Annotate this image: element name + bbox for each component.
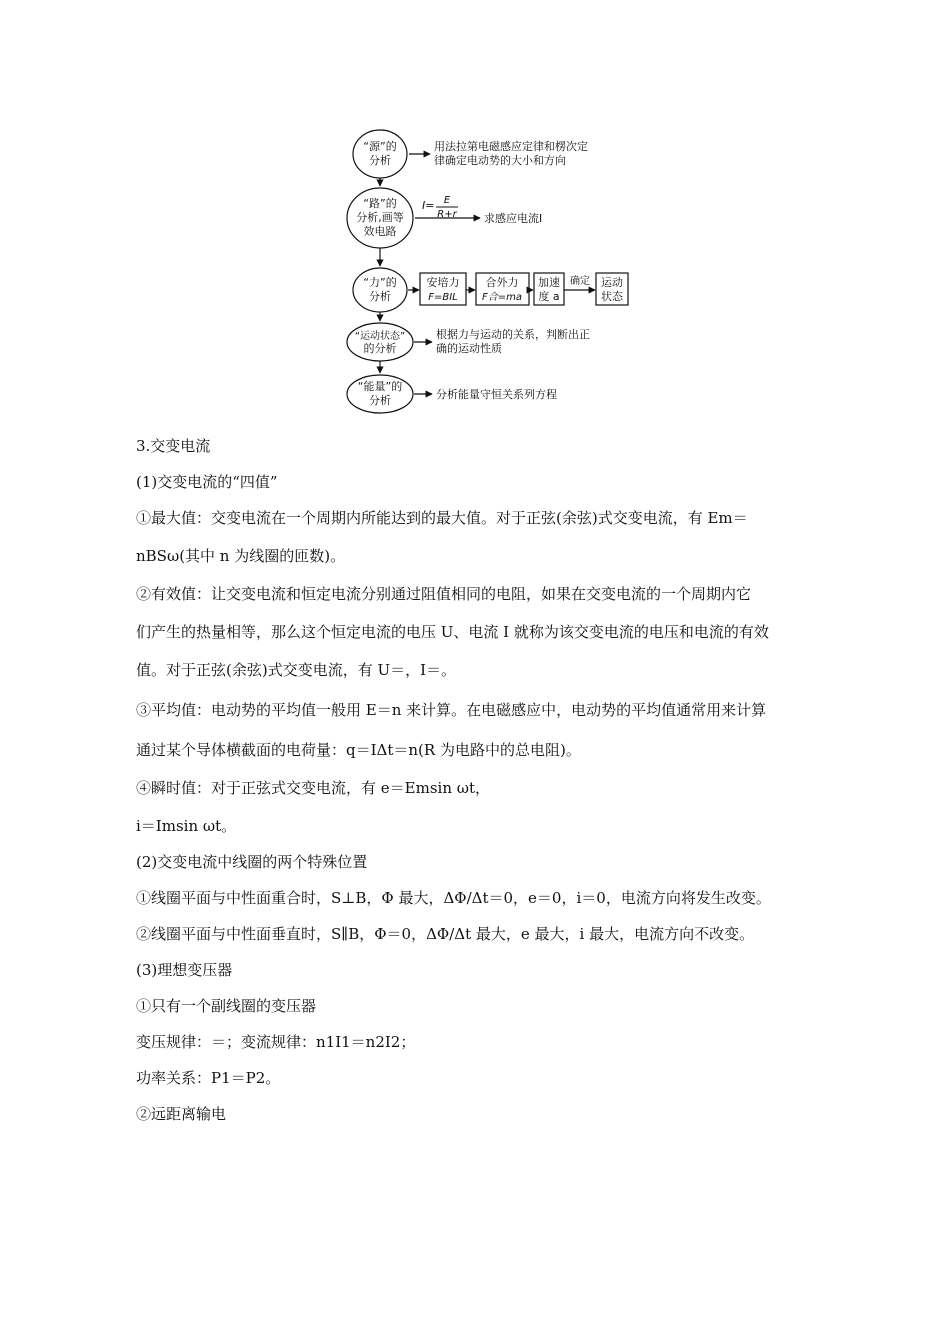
body-text: ①最大值：交变电流在一个周期内所能达到的最大值。对于正弦(余弦)式交变电流，有 Em＝ xyxy=(136,509,748,527)
box-text: 状态 xyxy=(601,290,623,303)
subheading: (1)交变电流的“四值” xyxy=(136,473,278,491)
body-text: 通过某个导体横截面的电荷量：q＝IΔt＝n(R 为电路中的总电阻)。 xyxy=(136,741,581,759)
node-text: 效电路 xyxy=(363,225,397,238)
body-text: 值。对于正弦(余弦)式交变电流，有 U＝，I＝。 xyxy=(136,661,457,679)
node-desc: 用法拉第电磁感应定律和楞次定 xyxy=(434,140,588,153)
node-text: “路”的 xyxy=(363,197,397,210)
node-desc: 分析能量守恒关系列方程 xyxy=(436,388,557,401)
box-text: 合外力 xyxy=(485,276,519,289)
body-text: ①线圈平面与中性面重合时，S⊥B，Φ 最大，ΔΦ/Δt＝0，e＝0，i＝0，电流方向将发生改变。 xyxy=(136,889,771,907)
node-text: “源”的 xyxy=(363,140,397,153)
node-text: “能量”的 xyxy=(357,380,403,393)
body-text: ②线圈平面与中性面垂直时，S∥B，Φ＝0，ΔΦ/Δt 最大，e 最大，i 最大，电流方向不改变。 xyxy=(136,925,755,943)
body-text: nBSω(其中 n 为线圈的匝数)。 xyxy=(136,547,346,565)
box-text: F合=ma xyxy=(482,292,522,303)
body-text: ②有效值：让交变电流和恒定电流分别通过阻值相同的电阻，如果在交变电流的一个周期内它 xyxy=(136,585,752,603)
flow-diagram xyxy=(330,120,640,420)
box-text: 加速 xyxy=(538,276,560,289)
node-text: “运动状态” xyxy=(354,331,406,342)
node-text: 分析 xyxy=(369,394,391,407)
node-desc: 求感应电流I xyxy=(484,212,543,225)
node-text: 分析 xyxy=(369,290,391,303)
box-text: F=BIL xyxy=(428,292,458,303)
section-heading: 3.交变电流 xyxy=(136,437,211,455)
box-text: 安培力 xyxy=(426,276,460,289)
subheading: (3)理想变压器 xyxy=(136,961,233,979)
node-text: 分析,画等 xyxy=(356,211,404,224)
body-text: 们产生的热量相等，那么这个恒定电流的电压 U、电流 I 就称为该交变电流的电压和电流的有效 xyxy=(136,623,769,641)
formula-num: E xyxy=(443,195,451,206)
body-text: ④瞬时值：对于正弦式交变电流，有 e＝Emsin ωt， xyxy=(136,779,491,797)
node-desc: 律确定电动势的大小和方向 xyxy=(434,154,566,167)
body-text: ②远距离输电 xyxy=(136,1105,227,1123)
body-text: ③平均值：电动势的平均值一般用 E＝n 来计算。在电磁感应中，电动势的平均值通常用来计算 xyxy=(136,701,767,719)
body-text: i＝Imsin ωt。 xyxy=(136,817,237,835)
node-text: 的分析 xyxy=(363,342,397,355)
arrow-label: 确定 xyxy=(570,276,590,287)
node-desc: 确的运动性质 xyxy=(436,342,502,355)
node-desc: 根据力与运动的关系，判断出正 xyxy=(436,328,590,341)
node-text: “力”的 xyxy=(363,276,397,289)
body-text: 功率关系：P1＝P2。 xyxy=(136,1069,281,1087)
body-text: ①只有一个副线圈的变压器 xyxy=(136,997,317,1015)
body-text: 变压规律：＝；变流规律：n1I1＝n2I2； xyxy=(136,1033,416,1051)
formula-den: R+r xyxy=(437,209,457,220)
box-text: 度 a xyxy=(538,290,560,303)
node-text: 分析 xyxy=(369,154,391,167)
subheading: (2)交变电流中线圈的两个特殊位置 xyxy=(136,853,368,871)
box-text: 运动 xyxy=(601,276,623,289)
formula-label: I= xyxy=(422,199,435,212)
